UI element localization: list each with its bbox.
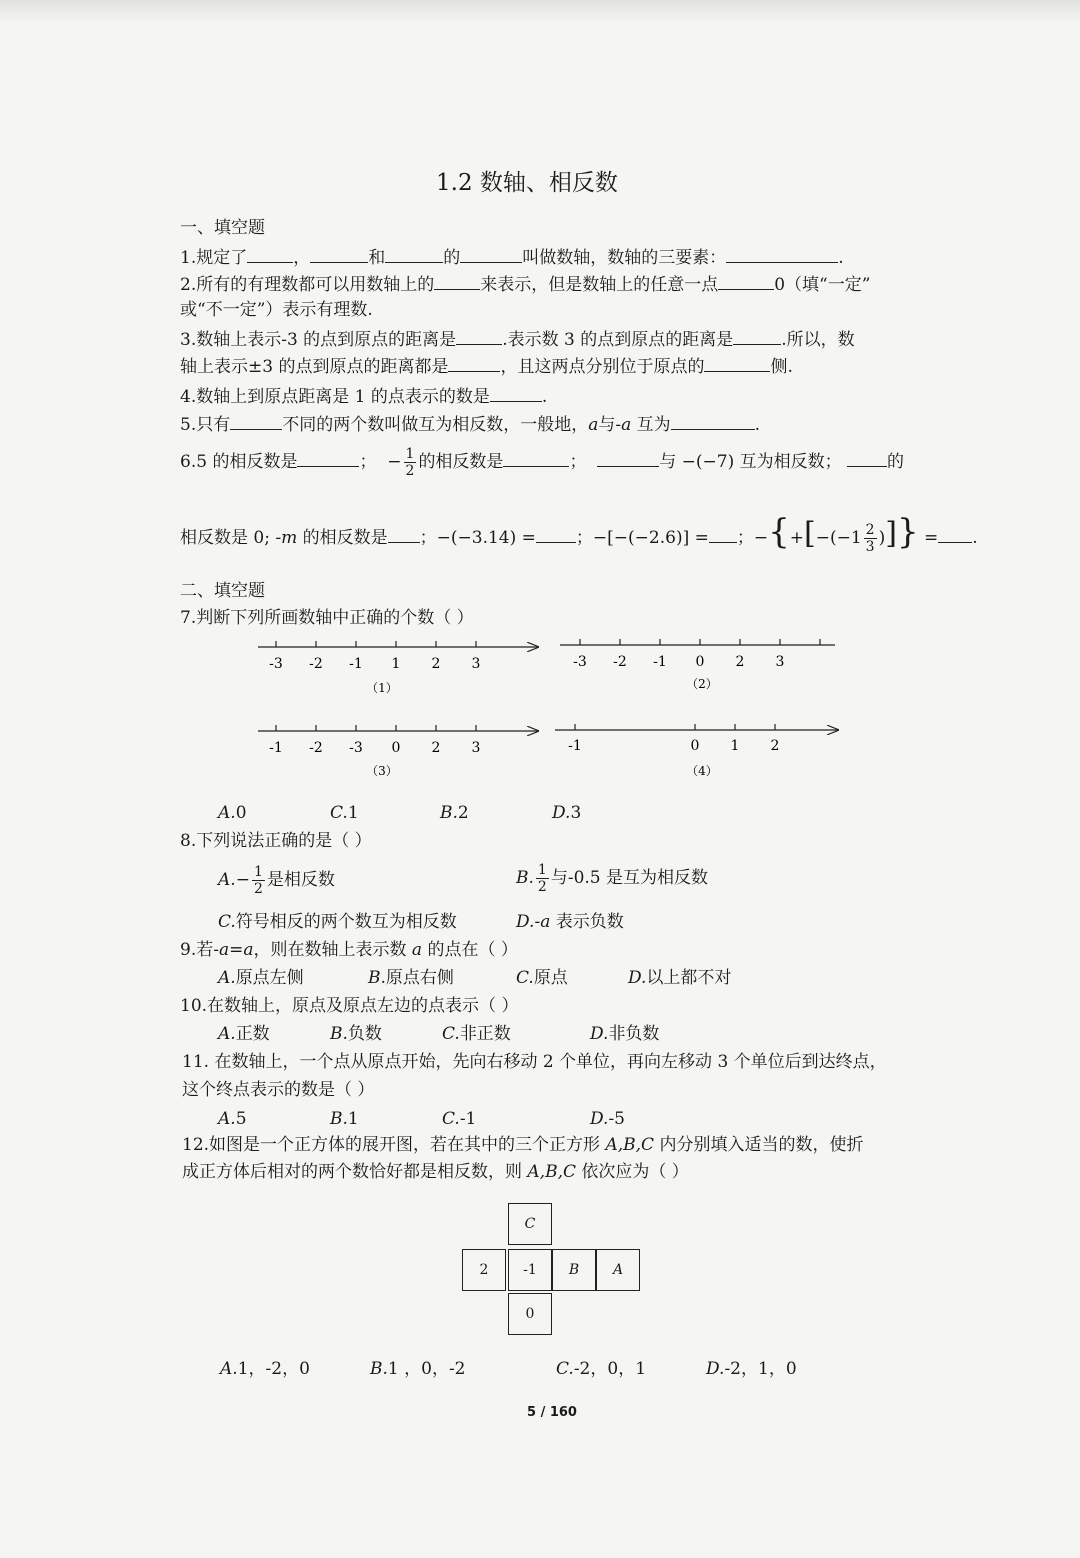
question-9 <box>180 939 518 961</box>
blank <box>456 326 502 345</box>
q9-var: a <box>411 940 423 960</box>
q3-text: 侧. <box>770 357 793 377</box>
blank <box>733 326 781 345</box>
q2-text: 2.所有的有理数都可以用数轴上的 <box>180 275 435 295</box>
option-letter: A. <box>218 1024 236 1044</box>
tick-label: -3 <box>269 656 283 672</box>
q7-option-b[interactable] <box>440 802 469 824</box>
option-text: 非正数 <box>459 1024 511 1044</box>
fraction-one-half <box>252 864 265 897</box>
q5-text: . <box>754 415 761 435</box>
q6-text: ； <box>569 452 587 472</box>
option-letter: A. <box>218 803 236 823</box>
q6-text: . <box>972 528 978 548</box>
q12-text: 内分别填入适当的数，使折 <box>654 1135 864 1155</box>
q6-text: 与 −(−7) 互为相反数； <box>659 452 842 472</box>
option-letter: B. <box>516 868 534 888</box>
question-3 <box>180 326 855 351</box>
question-2-line2: 或“不一定”）表示有理数. <box>180 300 373 320</box>
option-text: 表示负数 <box>550 912 624 932</box>
blank <box>536 524 576 543</box>
blank <box>718 271 774 290</box>
number-line-figures <box>250 630 870 790</box>
q9-text: = <box>229 940 244 960</box>
question-10: 10.在数轴上，原点及原点左边的点表示（ ） <box>180 996 519 1016</box>
tick-label: -1 <box>568 738 582 754</box>
q1-text: 的 <box>443 248 461 268</box>
tick-label: -2 <box>309 656 323 672</box>
question-6 <box>180 442 904 482</box>
option-text: 3 <box>570 803 582 823</box>
q6-text: 的 <box>887 452 905 472</box>
tick-label: -1 <box>349 656 363 672</box>
option-letter: C. <box>442 1109 460 1129</box>
option-text: 1，-2，0 <box>237 1359 310 1379</box>
q9-option-c[interactable] <box>516 967 568 989</box>
tick-label: 2 <box>735 654 745 670</box>
q4-text: 4.数轴上到原点距离是 1 的点表示的数是 <box>180 387 490 407</box>
option-letter: A. <box>218 1109 236 1129</box>
q5-text: 不同的两个数叫做互为相反数，一般地， <box>282 415 589 435</box>
q10-option-a[interactable] <box>218 1023 270 1045</box>
q5-var: a <box>621 415 632 435</box>
q6-text: ；−[−(−2.6)] = <box>575 528 709 548</box>
blank <box>671 411 755 430</box>
question-11-line2: 这个终点表示的数是（ ） <box>182 1080 375 1100</box>
blank <box>434 271 480 290</box>
option-letter: B. <box>368 968 386 988</box>
question-5 <box>180 411 760 436</box>
q11-option-c[interactable] <box>442 1108 476 1130</box>
frac-den: 3 <box>865 539 875 555</box>
q2-text: 0（填“一定” <box>774 275 871 295</box>
option-letter: A. <box>218 968 236 988</box>
q5-text: 互为 <box>631 415 671 435</box>
q5-text: 5.只有 <box>180 415 231 435</box>
option-text: - <box>534 912 541 932</box>
option-letter: D. <box>552 803 571 823</box>
option-text: 2 <box>457 803 469 823</box>
frac-num: 2 <box>865 522 875 538</box>
option-letter: D. <box>590 1109 609 1129</box>
net-cell-top: C <box>508 1203 552 1245</box>
q12-var: A,B,C <box>527 1162 576 1182</box>
q6-text: ) <box>878 528 886 548</box>
q12-text: 依次应为（ ） <box>576 1162 689 1182</box>
option-letter: C. <box>516 968 534 988</box>
section-heading-2: 二、填空题 <box>180 581 265 601</box>
scan-edge <box>0 0 1080 24</box>
page-number: 5 / 160 <box>527 1405 577 1420</box>
option-text: 正数 <box>235 1024 270 1044</box>
net-cell-a: A <box>596 1249 640 1291</box>
tick-label: -2 <box>613 654 627 670</box>
option-text: -5 <box>608 1109 625 1129</box>
blank <box>704 353 770 372</box>
question-3-line2 <box>180 353 793 378</box>
q1-text: . <box>838 248 844 268</box>
option-text: − <box>235 870 250 890</box>
q10-option-d[interactable] <box>590 1023 659 1045</box>
option-text: 符号相反的两个数互为相反数 <box>235 912 457 932</box>
blank <box>310 244 368 263</box>
q7-option-c[interactable] <box>330 802 359 824</box>
q6-bracket: } <box>896 512 919 552</box>
blank <box>448 353 500 372</box>
tick-label: 3 <box>775 654 785 670</box>
option-text: 0 <box>235 803 247 823</box>
q6-text: −(−1 <box>815 528 862 548</box>
q9-option-b[interactable] <box>368 967 454 989</box>
q4-text: . <box>541 387 548 407</box>
option-letter: A. <box>220 1359 238 1379</box>
cube-net <box>462 1203 642 1337</box>
option-text: 负数 <box>347 1024 382 1044</box>
blank <box>247 244 293 263</box>
q3-text: ，且这两点分别位于原点的 <box>500 357 705 377</box>
option-letter: B. <box>330 1109 348 1129</box>
q2-text: 来表示，但是数轴上的任意一点 <box>480 275 719 295</box>
q6-text: ；− <box>736 528 769 548</box>
q6-text: = <box>918 528 939 548</box>
blank <box>460 244 522 263</box>
option-letter: C. <box>442 1024 460 1044</box>
question-12-line2 <box>182 1161 689 1183</box>
q9-var: a <box>218 940 230 960</box>
q11-option-a[interactable] <box>218 1108 247 1130</box>
number-line-1 <box>258 641 538 695</box>
option-text: 5 <box>235 1109 247 1129</box>
frac-num: 1 <box>537 862 547 878</box>
option-letter: D. <box>590 1024 609 1044</box>
axis-caption: （1） <box>366 681 398 695</box>
tick-label: 3 <box>471 656 481 672</box>
q3-text: 轴上表示±3 的点到原点的距离都是 <box>180 357 449 377</box>
q9-option-a[interactable] <box>218 967 304 989</box>
q12-text: 成正方体后相对的两个数恰好都是相反数，则 <box>182 1162 528 1182</box>
question-4 <box>180 383 547 408</box>
q12-option-d[interactable] <box>706 1358 797 1380</box>
q9-text: 9.若- <box>180 940 219 960</box>
tick-label: 0 <box>690 738 700 754</box>
tick-label: 2 <box>431 656 441 672</box>
blank <box>597 448 659 467</box>
axis-caption: （2） <box>686 677 718 691</box>
number-line-4 <box>555 724 838 778</box>
question-12 <box>182 1134 863 1156</box>
q9-text: 的点在（ ） <box>422 940 518 960</box>
option-text: 1 ，0，-2 <box>387 1359 466 1379</box>
question-2 <box>180 271 870 296</box>
option-letter: C. <box>330 803 348 823</box>
blank <box>388 524 420 543</box>
q3-text: 3.数轴上表示-3 的点到原点的距离是 <box>180 330 457 350</box>
tick-label: -3 <box>349 740 363 756</box>
blank <box>709 524 737 543</box>
q3-text: .所以，数 <box>781 330 855 350</box>
option-letter: D. <box>628 968 647 988</box>
question-11: 11. 在数轴上，一个点从原点开始，先向右移动 2 个单位，再向左移动 3 个单位后到达终点， <box>182 1052 887 1072</box>
blank <box>847 448 887 467</box>
q6-bracket: ] <box>885 516 897 551</box>
q6-text: − <box>387 452 402 472</box>
q9-text: ，则在数轴上表示数 <box>253 940 412 960</box>
tick-label: 1 <box>391 656 401 672</box>
q1-text: 和 <box>368 248 386 268</box>
q6-text: 的相反数是 <box>297 528 388 548</box>
q6-text: 相反数是 0; - <box>180 528 282 548</box>
q6-text: 的相反数是 <box>418 452 504 472</box>
blank <box>726 244 838 263</box>
tick-label: 1 <box>730 738 740 754</box>
option-letter: B. <box>330 1024 348 1044</box>
tick-label: -1 <box>653 654 667 670</box>
question-8: 8.下列说法正确的是（ ） <box>180 831 372 851</box>
q6-bracket: [ <box>804 516 816 551</box>
q10-option-b[interactable] <box>330 1023 382 1045</box>
blank <box>230 411 282 430</box>
q6-text: ；−(−3.14) = <box>419 528 536 548</box>
option-text: 与-0.5 是互为相反数 <box>550 868 709 888</box>
option-letter: C. <box>218 912 236 932</box>
option-letter: B. <box>440 803 458 823</box>
tick-label: -3 <box>573 654 587 670</box>
option-text: 1 <box>347 803 359 823</box>
fraction-one-half <box>536 862 549 895</box>
frac-num: 1 <box>253 864 263 880</box>
option-text: 原点 <box>533 968 568 988</box>
option-letter: D. <box>516 912 535 932</box>
q11-option-b[interactable] <box>330 1108 359 1130</box>
option-text: 原点左侧 <box>235 968 304 988</box>
q7-option-d[interactable] <box>552 802 581 824</box>
net-cell-left: 2 <box>462 1249 506 1291</box>
q8-option-a[interactable] <box>218 862 335 898</box>
q10-option-c[interactable] <box>442 1023 511 1045</box>
q8-option-c[interactable] <box>218 911 457 933</box>
q5-var: a <box>588 415 599 435</box>
blank <box>297 448 359 467</box>
q6-text: + <box>789 528 804 548</box>
blank <box>503 448 569 467</box>
option-letter: B. <box>370 1359 388 1379</box>
question-6-line2 <box>180 512 978 558</box>
q9-var: a <box>243 940 254 960</box>
frac-den: 2 <box>253 881 263 897</box>
tick-label: 2 <box>431 740 441 756</box>
tick-label: -2 <box>309 740 323 756</box>
q1-text: 叫做数轴，数轴的三要素： <box>522 248 727 268</box>
option-text: 非负数 <box>608 1024 660 1044</box>
fraction-one-half <box>404 446 417 479</box>
question-7: 7.判断下列所画数轴中正确的个数（ ） <box>180 608 474 628</box>
blank <box>490 383 542 402</box>
tick-label: 2 <box>770 738 780 754</box>
q8-option-d[interactable] <box>516 911 624 933</box>
option-text: 1 <box>347 1109 359 1129</box>
number-line-3 <box>258 725 538 778</box>
option-text: 以上都不对 <box>646 968 732 988</box>
q3-text: .表示数 3 的点到原点的距离是 <box>502 330 734 350</box>
tick-label: 3 <box>471 740 481 756</box>
frac-den: 2 <box>405 463 415 479</box>
axis-caption: （4） <box>686 764 718 778</box>
q11-option-d[interactable] <box>590 1108 625 1130</box>
option-var: a <box>540 912 551 932</box>
axis-caption: （3） <box>366 764 398 778</box>
blank <box>938 524 972 543</box>
q12-var: A,B,C <box>605 1135 655 1155</box>
q6-bracket: { <box>768 512 790 552</box>
q8-option-b[interactable] <box>516 860 708 896</box>
option-letter: A. <box>218 870 236 890</box>
tick-label: 0 <box>391 740 401 756</box>
q5-text: 与- <box>598 415 622 435</box>
frac-num: 1 <box>405 446 415 462</box>
option-text: -1 <box>459 1109 477 1129</box>
net-cell-bottom: 0 <box>508 1293 552 1335</box>
q6-text: 6.5 的相反数是 <box>180 452 298 472</box>
option-letter: C. <box>556 1359 574 1379</box>
section-heading-1: 一、填空题 <box>180 218 265 238</box>
q7-option-a[interactable] <box>218 802 247 824</box>
q12-option-b[interactable] <box>370 1358 466 1380</box>
net-cell-b: B <box>552 1249 596 1291</box>
option-text: 是相反数 <box>266 870 335 890</box>
option-letter: D. <box>706 1359 725 1379</box>
q12-option-a[interactable] <box>220 1358 310 1380</box>
frac-den: 2 <box>537 879 547 895</box>
fraction-two-thirds <box>864 522 877 555</box>
option-text: -2，0，1 <box>573 1359 647 1379</box>
tick-label: 0 <box>695 654 705 670</box>
tick-label: -1 <box>269 740 283 756</box>
number-line-2 <box>560 639 835 691</box>
q1-text: ， <box>293 248 311 268</box>
option-text: 原点右侧 <box>385 968 454 988</box>
net-cell-center: -1 <box>508 1249 552 1291</box>
q6-var: m <box>281 528 298 548</box>
question-1 <box>180 244 844 269</box>
q1-text: 1.规定了 <box>180 248 248 268</box>
q9-option-d[interactable] <box>628 967 731 989</box>
q6-text: ； <box>359 452 377 472</box>
option-text: -2，1，0 <box>724 1359 797 1379</box>
q12-text: 12.如图是一个正方体的展开图，若在其中的三个正方形 <box>182 1135 606 1155</box>
page-title: 1.2 数轴、相反数 <box>436 170 618 196</box>
q12-option-c[interactable] <box>556 1358 646 1380</box>
blank <box>385 244 443 263</box>
